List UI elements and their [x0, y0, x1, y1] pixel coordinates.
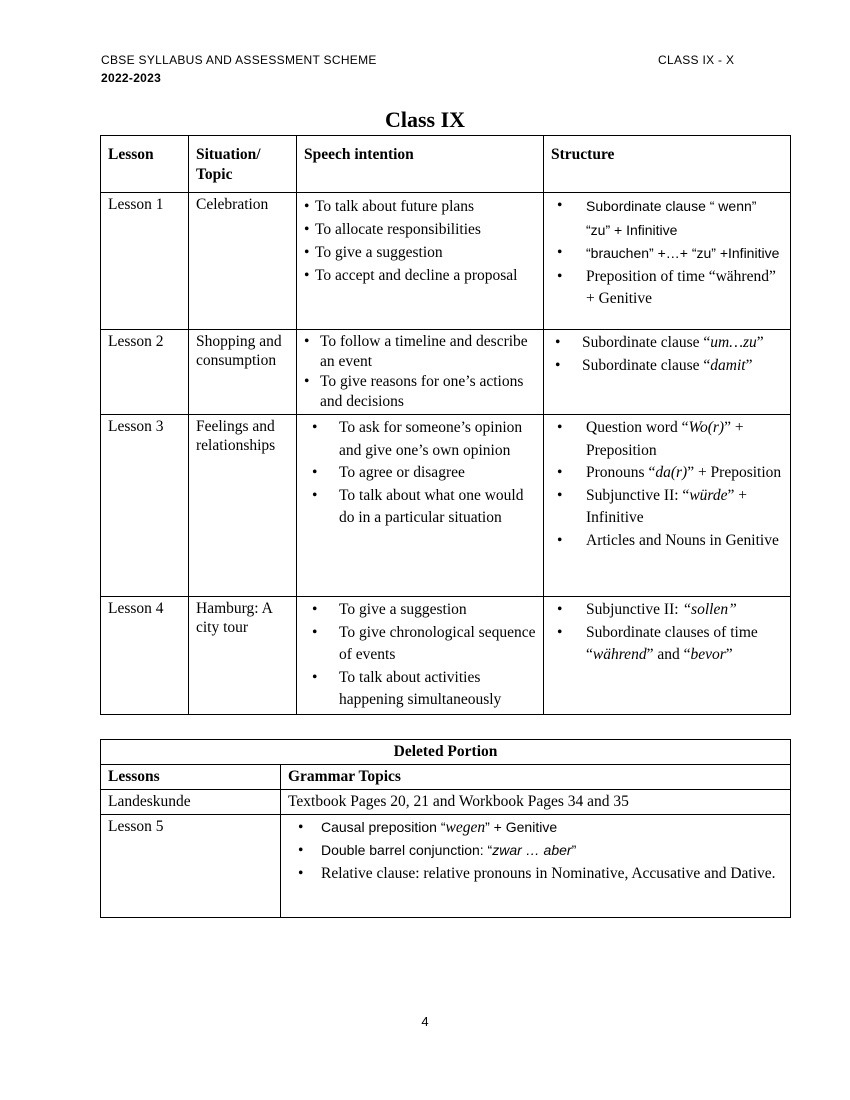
lesson-cell: Lesson 3: [101, 415, 189, 597]
lesson-cell: Lesson 5: [101, 815, 281, 918]
table-row: [101, 330, 791, 415]
structure-text-italic: um…zu: [710, 334, 757, 351]
table-row: [101, 815, 791, 918]
structure-cell: [544, 330, 791, 415]
structure-text: Subordinate clause “ wenn” “zu” + Infinitive: [586, 198, 757, 238]
structure-text: ”: [725, 646, 733, 663]
column-header-topic: Situation/ Topic: [189, 136, 297, 193]
structure-text: Question word “: [586, 419, 689, 436]
list-item: • To ask for someone’s opinion and give one’s own opinion: [304, 417, 536, 462]
list-item: [551, 485, 783, 530]
speech-intention-cell: [297, 597, 544, 715]
structure-text: Subjunctive II: “: [586, 486, 690, 504]
list-item: • To accept and decline a proposal: [304, 264, 536, 287]
syllabus-table: [100, 135, 791, 715]
structure-text-italic: “sollen”: [682, 601, 737, 618]
column-header-grammar-topics: Grammar Topics: [281, 765, 791, 790]
structure-text-italic: würde: [689, 486, 728, 504]
topic-cell: Hamburg: A city tour: [189, 597, 297, 715]
topic-text: ” + Genitive: [485, 819, 558, 835]
deleted-portion-table: [100, 739, 791, 918]
page-title: Class IX: [384, 107, 466, 132]
list-item: [551, 530, 783, 553]
lesson-cell: Landeskunde: [101, 790, 281, 815]
topic-cell: Shopping and consumption: [189, 330, 297, 415]
table-row: [101, 790, 791, 815]
structure-text: ”: [756, 334, 764, 351]
structure-text: Articles and Nouns in Genitive: [586, 531, 779, 549]
table-row: [101, 597, 791, 715]
grammar-topics-cell: Textbook Pages 20, 21 and Workbook Pages 34 and 35: [281, 790, 791, 815]
structure-text: ” and “: [646, 646, 691, 663]
list-item: [288, 816, 783, 839]
header-year: 2022-2023: [101, 71, 162, 85]
column-header-lesson: Lesson: [101, 136, 189, 193]
list-item: • To follow a timeline and describe an event: [304, 332, 536, 372]
list-item: [551, 599, 783, 622]
structure-text: Subordinate clauses of time “: [586, 623, 758, 663]
list-item: • To talk about what one would do in a particular situation: [304, 485, 536, 530]
structure-text: ” + Infinitive: [586, 486, 747, 526]
list-item: • To give chronological sequence of events: [304, 622, 536, 667]
deleted-portion-title: Deleted Portion: [101, 740, 791, 765]
speech-intention-cell: [297, 330, 544, 415]
table-row: [101, 193, 791, 330]
topic-cell: Feelings and relationships: [189, 415, 297, 597]
grammar-topics-cell: [281, 815, 791, 918]
column-header-structure: Structure: [544, 136, 791, 193]
list-item: [551, 622, 783, 667]
topic-text-italic: zwar … aber: [492, 842, 572, 858]
structure-text: ” + Preposition: [687, 464, 782, 481]
lesson-cell: Lesson 1: [101, 193, 189, 330]
structure-text: Subordinate clause “: [582, 334, 711, 351]
structure-text: Subordinate clause “: [582, 356, 711, 374]
list-item: • To talk about future plans: [304, 195, 536, 218]
list-item: • To give a suggestion: [304, 241, 536, 264]
table-title-row: [101, 740, 791, 765]
list-item: • To allocate responsibilities: [304, 218, 536, 241]
header-title: CBSE SYLLABUS AND ASSESSMENT SCHEME: [101, 53, 377, 67]
structure-text: “brauchen” +…+ “zu” +Infinitive: [586, 245, 780, 261]
structure-text: Pronouns “: [586, 464, 656, 481]
table-row: [101, 415, 791, 597]
list-item: [288, 839, 783, 862]
topic-text: Causal preposition “: [321, 819, 446, 835]
list-item: • To agree or disagree: [304, 462, 536, 485]
list-item: [551, 266, 783, 311]
speech-intention-cell: [297, 415, 544, 597]
list-item: • To give a suggestion: [304, 599, 536, 622]
list-item: • To talk about activities happening simultaneously: [304, 667, 536, 712]
column-header-lessons: Lessons: [101, 765, 281, 790]
structure-text-italic: da(r): [655, 464, 688, 481]
table-header-row: [101, 136, 791, 193]
header-class-range: CLASS IX - X: [658, 53, 735, 67]
structure-text-italic: Wo(r): [688, 419, 725, 436]
structure-cell: [544, 597, 791, 715]
table-header-row: [101, 765, 791, 790]
topic-text: Double barrel conjunction: “: [321, 842, 493, 858]
structure-cell: [544, 193, 791, 330]
list-item: [288, 862, 783, 885]
list-item: [551, 417, 783, 462]
lesson-cell: Lesson 4: [101, 597, 189, 715]
topic-text: Relative clause: relative pronouns in Nominative, Accusative and Dative.: [321, 865, 776, 882]
topic-text: ”: [571, 842, 577, 858]
structure-text-italic: während: [592, 646, 647, 663]
list-item: [551, 242, 783, 266]
speech-intention-cell: [297, 193, 544, 330]
structure-text-italic: damit: [710, 356, 746, 374]
list-item: [551, 332, 783, 355]
page-number: 4: [421, 1014, 429, 1029]
list-item: [551, 462, 783, 485]
structure-text: Subjunctive II:: [586, 601, 683, 618]
structure-text: ”: [745, 356, 753, 374]
topic-text-italic: wegen: [445, 819, 486, 836]
structure-text: Preposition of time “während” + Genitive: [586, 267, 776, 307]
structure-cell: [544, 415, 791, 597]
structure-text-italic: bevor: [690, 646, 726, 663]
list-item: [551, 355, 783, 378]
lesson-cell: Lesson 2: [101, 330, 189, 415]
column-header-speech-intention: Speech intention: [297, 136, 544, 193]
topic-cell: Celebration: [189, 193, 297, 330]
list-item: [551, 195, 783, 242]
structure-text: ” + Preposition: [586, 419, 744, 459]
list-item: • To give reasons for one’s actions and decisions: [304, 372, 536, 412]
